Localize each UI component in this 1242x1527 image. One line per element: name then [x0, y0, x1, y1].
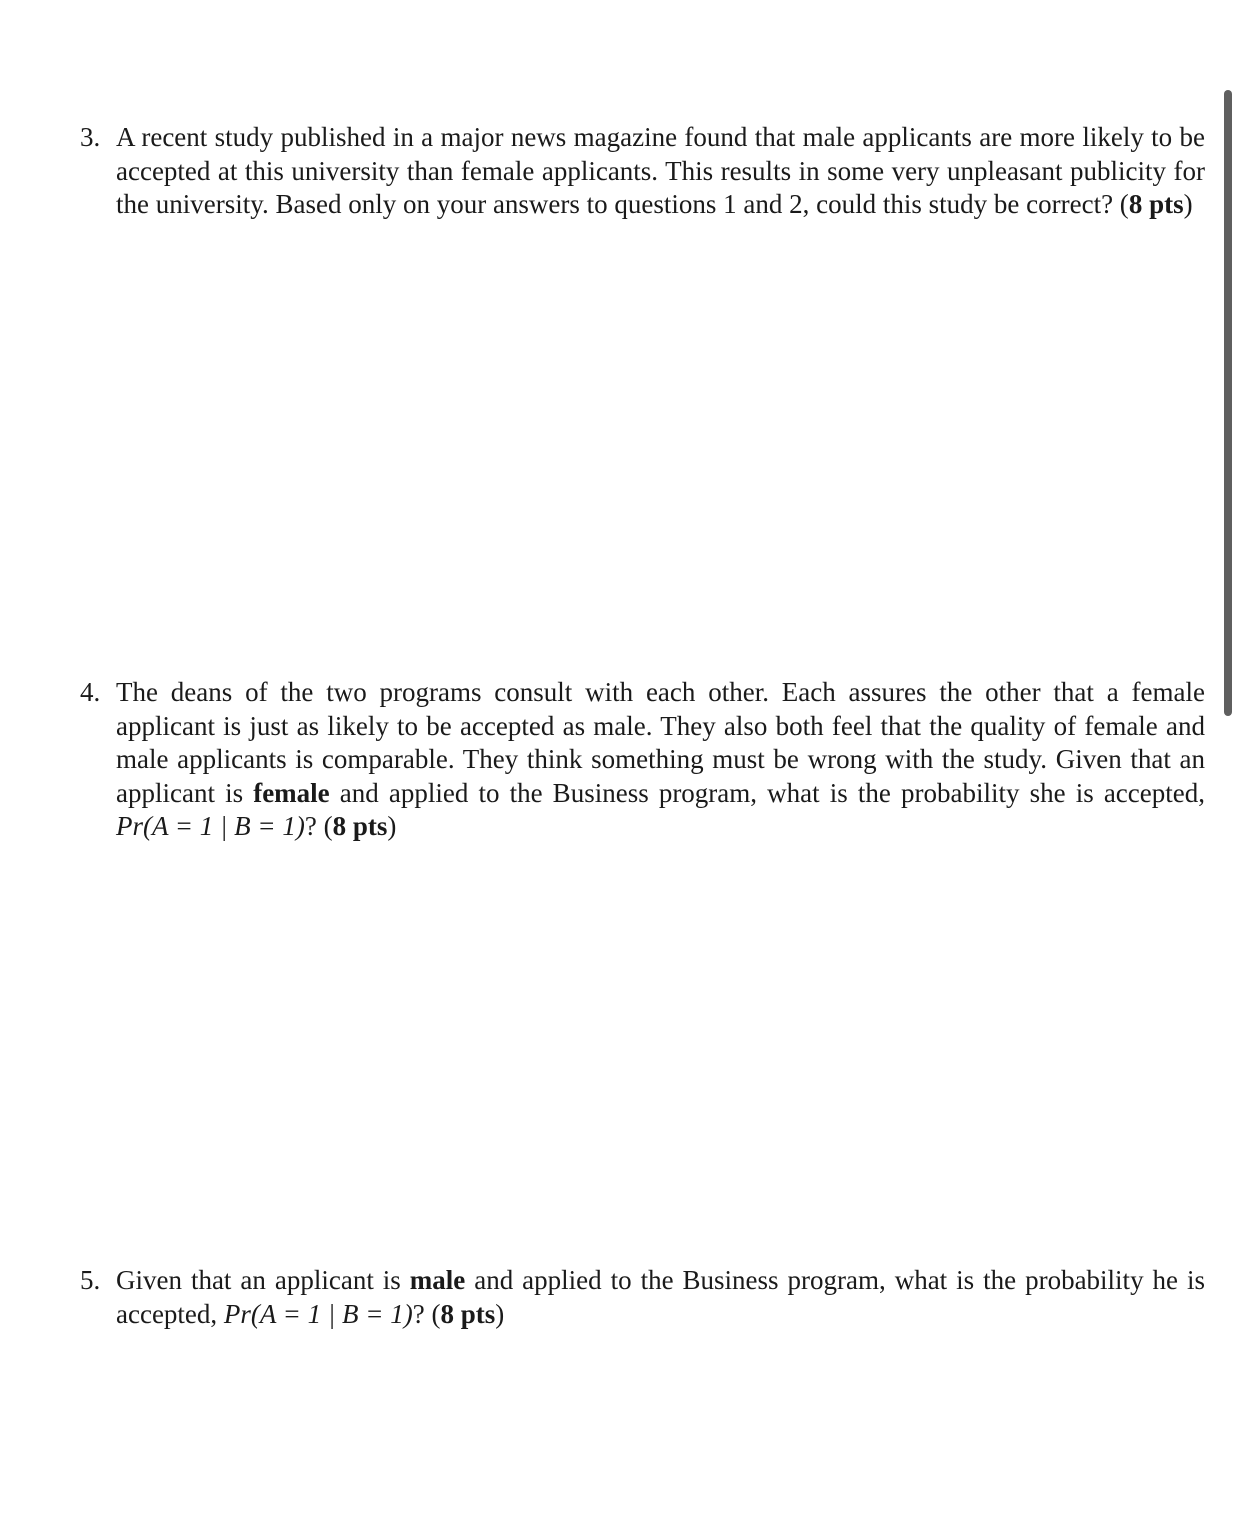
question-number: 3.: [80, 122, 101, 152]
question-text: [116, 121, 1205, 222]
question-4: [80, 676, 1205, 844]
question-text: [116, 676, 1205, 844]
scrollbar-thumb[interactable]: [1224, 90, 1232, 716]
points-label: 8 pts: [332, 811, 388, 842]
question-number: 4.: [80, 677, 101, 707]
question-number: 5.: [80, 1265, 101, 1295]
question-text-end: ): [495, 1298, 505, 1329]
question-text-mid2: ? (: [304, 811, 333, 842]
vertical-scrollbar[interactable]: [1222, 90, 1234, 716]
question-text-start: Given that an applicant is: [116, 1265, 410, 1295]
question-text: [116, 1264, 1205, 1331]
probability-formula: Pr(A = 1 | B = 1): [223, 1298, 413, 1329]
probability-formula: Pr(A = 1 | B = 1): [116, 811, 305, 842]
question-text-middle: and applied to the Business program, what is the probability he is accepted,: [116, 1265, 1205, 1329]
question-text-start: The deans of the two programs consult with each other. Each assures the other that a female applicant is just as likely to be accepted as male. They also both feel that the quality of female and male applicants is comparable. They think something must be wrong with the study. Given that an applicant is: [116, 677, 1205, 808]
question-3: [80, 121, 1205, 222]
question-text-end: ): [387, 811, 397, 842]
question-text-end: ): [1183, 189, 1193, 220]
emphasis-word: female: [253, 777, 330, 808]
question-5: [80, 1264, 1205, 1331]
points-label: 8 pts: [1128, 189, 1184, 220]
question-text-start: A recent study published in a major news magazine found that male applicants are more likely to be accepted at this university than female applicants. This results in some very unpleasant publicity for the university. Based only on your answers to questions 1 and 2, could this study be correct? (: [116, 122, 1205, 220]
question-text-mid2: ? (: [412, 1298, 441, 1329]
emphasis-word: male: [409, 1265, 466, 1295]
points-label: 8 pts: [440, 1298, 496, 1329]
question-text-middle: and applied to the Business program, what is the probability she is accepted,: [329, 777, 1205, 808]
